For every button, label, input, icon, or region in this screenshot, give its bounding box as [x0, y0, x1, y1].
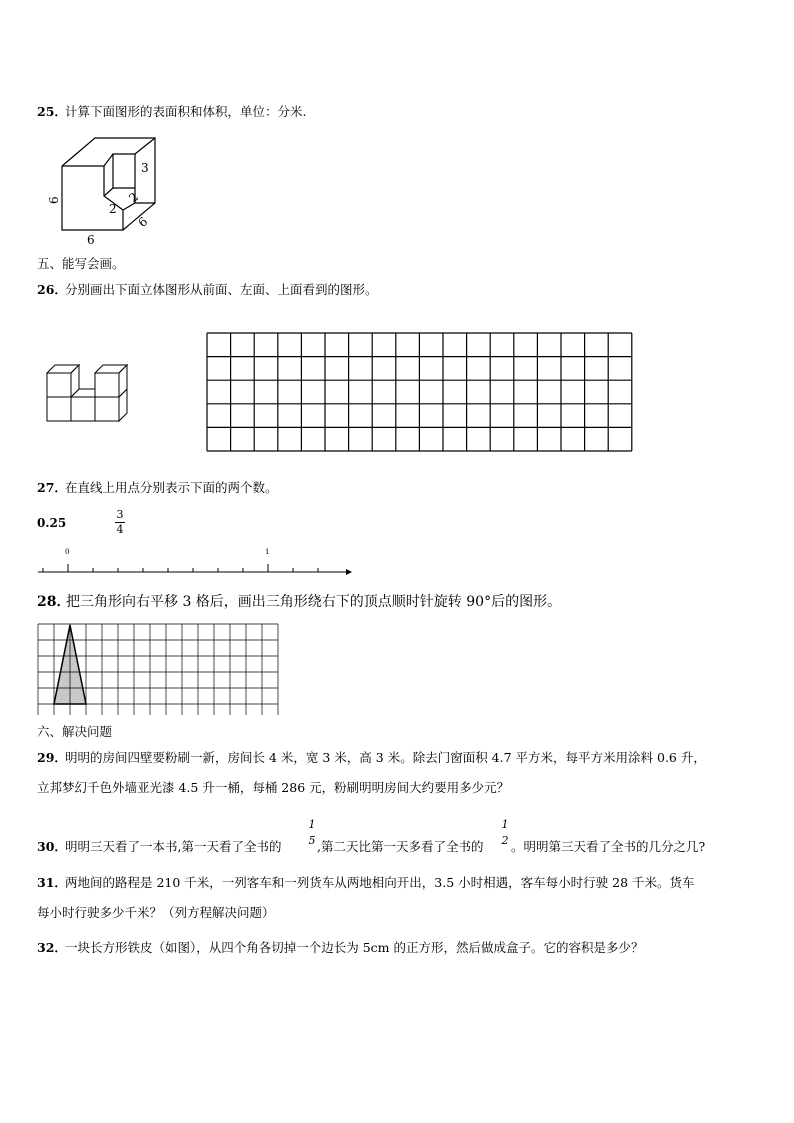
q25-text: 计算下面图形的表面积和体积，单位：分米.	[65, 104, 307, 119]
section6-title: 六、解决问题	[37, 724, 113, 739]
q26-number: 26．	[37, 282, 67, 297]
q25-notch-depth-label: 2	[126, 189, 142, 206]
q25-cube-figure	[45, 128, 165, 248]
q25-number: 25．	[37, 104, 67, 119]
axis-arrow	[346, 569, 352, 575]
q27-value-a: 0.25	[37, 516, 67, 530]
q25-notch-height-label: 3	[141, 161, 149, 175]
q30-part2: ,第二天比第一天多看了全书的	[317, 839, 484, 854]
q30-frac2-numerator: 1	[501, 818, 509, 831]
q32-text: 一块长方形铁皮（如图），从四个角各切掉一个边长为 5cm 的正方形，然后做成盒子。它的容积是多少？	[65, 940, 644, 955]
q25-notch-width-label: 2	[109, 202, 117, 216]
q26-block-figure	[44, 355, 139, 425]
q30-part1: 明明三天看了一本书,第一天看了全书的	[65, 839, 282, 854]
q27-fraction-denominator: 4	[116, 523, 124, 536]
q28-number: 28．	[37, 594, 71, 610]
q30-frac2-denominator: 2	[501, 834, 509, 847]
q26-text: 分别画出下面立体图形从前面、左面、上面看到的图形。	[65, 282, 378, 297]
q27-text: 在直线上用点分别表示下面的两个数。	[65, 480, 278, 495]
q30-frac1-numerator: 1	[308, 818, 316, 831]
q26-answer-grid[interactable]	[206, 332, 634, 454]
q31-line1: 两地间的路程是 210 千米，一列客车和一列货车从两地相向开出，3.5 小时相遇，客车每小时行驶 28 千米。货车	[65, 875, 695, 890]
q27-axis-label-1: 1	[265, 548, 270, 556]
q32-number: 32．	[37, 940, 67, 955]
q25-depth-label: 6	[135, 214, 151, 230]
q25-width-label: 6	[87, 233, 95, 247]
q28-text: 把三角形向右平移 3 格后，画出三角形绕右下的顶点顺时针旋转 90°后的图形。	[66, 594, 562, 610]
q27-number: 27．	[37, 480, 67, 495]
q27-number-line[interactable]	[36, 560, 356, 580]
q31-number: 31．	[37, 875, 67, 890]
q31-line2: 每小时行驶多少千米？（列方程解决问题）	[37, 905, 275, 920]
q29-line1: 明明的房间四壁要粉刷一新，房间长 4 米，宽 3 米，高 3 米。除去门窗面积 4.7 平方米，每平方米用涂料 0.6 升，	[65, 750, 706, 765]
q28-triangle-grid[interactable]	[37, 623, 280, 715]
q25-height-label: 6	[47, 196, 61, 204]
q30-part3: 。明明第三天看了全书的几分之几?	[511, 839, 706, 854]
q27-fraction-numerator: 3	[116, 508, 124, 521]
q30-number: 30．	[37, 839, 67, 854]
q27-axis-label-0: 0	[65, 548, 70, 556]
section5-title: 五、能写会画。	[37, 256, 125, 271]
q29-number: 29．	[37, 750, 67, 765]
q29-line2: 立邦梦幻千色外墙亚光漆 4.5 升一桶，每桶 286 元，粉刷明明房间大约要用多少元？	[37, 780, 510, 795]
q30-frac1-denominator: 5	[308, 834, 316, 847]
